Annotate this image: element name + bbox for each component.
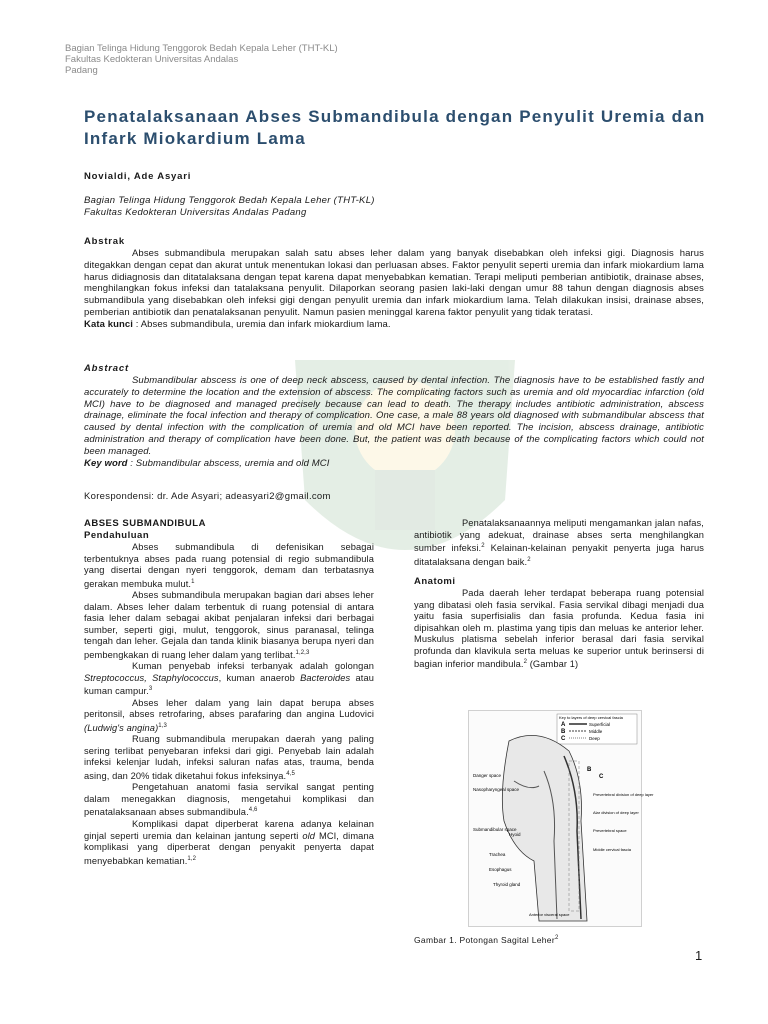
- institution-header: [65, 43, 705, 76]
- citation: 3: [148, 686, 153, 693]
- paragraph-italic: old: [302, 830, 316, 841]
- paragraph-text: Kelainan-kelainan penyakit penyerta juga harus ditatalaksana dengan baik.: [414, 543, 704, 567]
- header-line-1: Bagian Telinga Hidung Tenggorok Bedah Kepala Leher (THT-KL): [65, 43, 338, 54]
- affiliation: [84, 195, 375, 219]
- affiliation-line-1: Bagian Telinga Hidung Tenggorok Bedah Kepala Leher (THT-KL): [84, 195, 375, 206]
- kata-kunci-text: : Abses submandibula, uremia dan infark miokardium lama.: [133, 318, 391, 330]
- label-hyoid: Hyoid: [509, 832, 521, 837]
- citation: 1: [191, 578, 195, 585]
- abstrak-body: Abses submandibula merupakan salah satu abses leher dalam yang banyak disebabkan oleh infeksi gigi. Diagnosis harus ditegakkan dengan cepat dan akurat untuk menentukan lokasi dan perluasan abses. Faktor penyulit seperti uremia dan infark miokardium lama harus didiagnosis dan ditatalaksana dengan tepat karena dapat menyebabkan kematian. Terapi meliputi pemberian antibiotik, drainase abses, menghilangkan fokus infeksi dan tatalaksana penyulit. Dilaporkan seorang pasien laki-laki dengan umur 88 tahun dengan diagnosis abses submandibula yang disebabkan oleh infeksi gigi dengan penyulit uremia dan infark miokardium lama. Telah dilakukan insisi, drainase abses, pemberian antibiotik dan penatalaksanan penyulit. Namun pasien meninggal karena faktor penyulit yang tidak teratasi.: [84, 248, 704, 318]
- paragraph-italic: Streptococcus, Staphylococcus: [84, 672, 219, 683]
- affiliation-line-2: Fakultas Kedokteran Universitas Andalas Padang: [84, 207, 307, 218]
- citation: 4,6: [248, 807, 258, 814]
- abstract-section: [84, 363, 704, 469]
- paragraph-italic: Bacteroides: [300, 672, 351, 683]
- kata-kunci: [84, 319, 704, 331]
- label-prevertebral-division: Prevertebral division of deep layer: [593, 792, 654, 797]
- abstrak-section: [84, 236, 704, 331]
- paragraph: [84, 734, 374, 782]
- citation: 1,2,3: [295, 649, 310, 656]
- label-middle-cervical-fascia: Middle cervical fascia: [593, 847, 632, 852]
- abstract-heading: Abstract: [84, 363, 129, 374]
- paragraph: [84, 542, 374, 590]
- header-line-2: Fakultas Kedokteran Universitas Andalas: [65, 54, 239, 65]
- paragraph-italic: (Ludwig's angina): [84, 722, 159, 733]
- figure-key-letter-c: C: [561, 736, 566, 742]
- page-number: 1: [695, 948, 703, 963]
- paragraph: [84, 590, 374, 661]
- label-submandibular-space: Submandibular space: [473, 827, 517, 832]
- paragraph-text: Ruang submandibula merupakan daerah yang paling sering terlibat penyebaran infeksi dari gigi. Penyebab lain adalah infeksi kelenjar ludah, infeksi saluran nafas atas, trauma, benda asing, dan 20% tidak diketahui fokus infeksinya.: [84, 734, 374, 781]
- label-thyroid-gland: Thyroid gland: [493, 882, 521, 887]
- figure-caption: [414, 935, 559, 945]
- key-word-label: Key word: [84, 457, 128, 469]
- paper-title: Penatalaksanaan Abses Submandibula dengan Penyulit Uremia dan Infark Miokardium Lama: [84, 107, 706, 148]
- paragraph-text: Komplikasi dapat diperberat karena adanya kelainan ginjal seperti uremia dan kelainan jantung seperti: [84, 819, 374, 841]
- right-column: [414, 518, 704, 671]
- label-esophagus: Esophagus: [489, 867, 512, 872]
- kata-kunci-label: Kata kunci: [84, 318, 134, 330]
- paragraph-text: atau kuman campur.: [84, 672, 374, 697]
- subheading-anatomi: Anatomi: [414, 576, 456, 588]
- figure-key-letter-a: A: [561, 722, 566, 728]
- label-danger-space: Danger space: [473, 773, 502, 778]
- left-column: [84, 518, 374, 867]
- label-anterior-visceral-space: Anterior visceral space: [529, 912, 570, 917]
- paragraph: [84, 782, 374, 819]
- citation: 2: [527, 556, 531, 563]
- paragraph-text: Penatalaksanaannya meliputi mengamankan jalan nafas, antibiotik yang adekuat, drainase abses serta menghilangkan sumber infeksi.: [414, 518, 704, 554]
- correspondence: Korespondensi: dr. Ade Asyari; adeasyari2@gmail.com: [84, 491, 331, 502]
- key-word: [84, 458, 704, 470]
- header-line-3: Padang: [65, 65, 98, 76]
- paragraph-text: Pada daerah leher terdapat beberapa ruang potensial yang dibatasi oleh fasia servikal. Fasia servikal dibagi menjadi dua yaitu fasia superfisialis dan fasia profunda. Kedua fasia ini dipisahkan oleh m. plastima yang tipis dan meluas ke anterior leher. Muskulus platisma sebelah inferior berasal dari fasia servikal profunda dan klavikula serta meluas ke superior untuk berinsersi di bagian inferior mandibula.: [414, 588, 704, 670]
- paragraph: [84, 698, 374, 735]
- paragraph: [84, 819, 374, 867]
- paragraph-text: Pengetahuan anatomi fasia servikal sangat penting dalam menegakkan diagnosis, mengetahui komplikasi dan penatalaksanaan abses submandibula.: [84, 782, 374, 818]
- abstrak-heading: Abstrak: [84, 236, 125, 247]
- label-alar-division: Alar division of deep layer: [593, 810, 639, 815]
- paragraph: [84, 661, 374, 698]
- citation: 2: [523, 659, 528, 666]
- sagittal-neck-figure: [468, 710, 654, 927]
- citation: 1,3: [158, 722, 167, 729]
- citation: 2: [481, 543, 485, 549]
- paragraph: [414, 588, 704, 671]
- figure-key-text-a: Superficial: [589, 722, 611, 727]
- subheading-pendahuluan: Pendahuluan: [84, 530, 150, 541]
- figure-letter-c: C: [599, 774, 604, 780]
- figure-letter-b: B: [587, 767, 592, 773]
- paragraph-text: Abses submandibula merupakan bagian dari abses leher dalam. Abses leher dalam terbentuk di ruang potensial di antara fasia leher dalam sebagai akibat penjalaran infeksi dari berbagai sumber, seperti gigi, mulut, tenggorok, sinus paranasal, telinga tengah dan leher. Gejala dan tanda klinik biasanya berupa nyeri dan pembengkakan di ruang leher dalam yang terlibat.: [84, 590, 374, 660]
- paragraph-text: Abses leher dalam yang lain dapat berupa abses peritonsil, abses retrofaring, abses parafaring dan angina Ludovici: [84, 697, 374, 720]
- abstract-body: Submandibular abscess is one of deep neck abscess, caused by dental infection. The diagnosis have to be established fastly and accurately to determine the location and the extension of abscess. The complicating factors such as uremia and old myocardiac infarction (old MCI) have to be diagnosed and managed precisely because can lead to death. The therapy includes antibiotic administration, abscess drainage, eliminate the focal infection and therapy of complication. One case, a male 88 years old diagnosed with submandibular abscess that caused by dental infection with the complication of uremia and old MCI have been reported. The incision, abscess drainage, antibiotic administration and therapy of complication have been done. But, the patient was death because of the complicating factors which could not been managed.: [84, 375, 704, 457]
- paper-authors: Novialdi, Ade Asyari: [84, 171, 192, 182]
- section-heading-abses: ABSES SUBMANDIBULA: [84, 518, 206, 529]
- citation: 4,5: [286, 770, 295, 777]
- paragraph-text: Kuman penyebab infeksi terbanyak adalah golongan: [132, 661, 374, 672]
- citation: 2: [554, 935, 559, 942]
- figure-caption-text: Gambar 1. Potongan Sagital Leher: [414, 935, 555, 945]
- key-word-text: : Submandibular abscess, uremia and old MCI: [127, 457, 330, 469]
- label-nasopharyngeal-space: Nasopharyngeal space: [473, 787, 520, 792]
- paragraph-text: MCI, dimana komplikasi yang diperberat dengan penyakit penyerta dapat menyebabkan kematian.: [84, 830, 374, 866]
- label-prevertebral-space: Prevertebral space: [593, 828, 627, 833]
- citation: 1,2: [187, 855, 197, 862]
- figure-key-title: Key to layers of deep cervical fascia: [559, 715, 623, 720]
- paragraph-text: , kuman anaerob: [218, 672, 301, 683]
- paragraph: [414, 518, 704, 568]
- figure-key-text-c: Deep: [589, 736, 600, 741]
- figure-key-text-b: Middle: [589, 729, 603, 734]
- label-trachea: Trachea: [489, 852, 506, 857]
- paragraph-text: (Gambar 1): [527, 659, 579, 670]
- paragraph-text: Abses submandibula di defenisikan sebagai terbentuknya abses pada ruang potensial di regio submandibula yang disertai dengan nyeri tenggorok, demam dan terbatasnya gerakan membuka mulut.: [84, 542, 374, 589]
- figure-key-letter-b: B: [561, 729, 566, 735]
